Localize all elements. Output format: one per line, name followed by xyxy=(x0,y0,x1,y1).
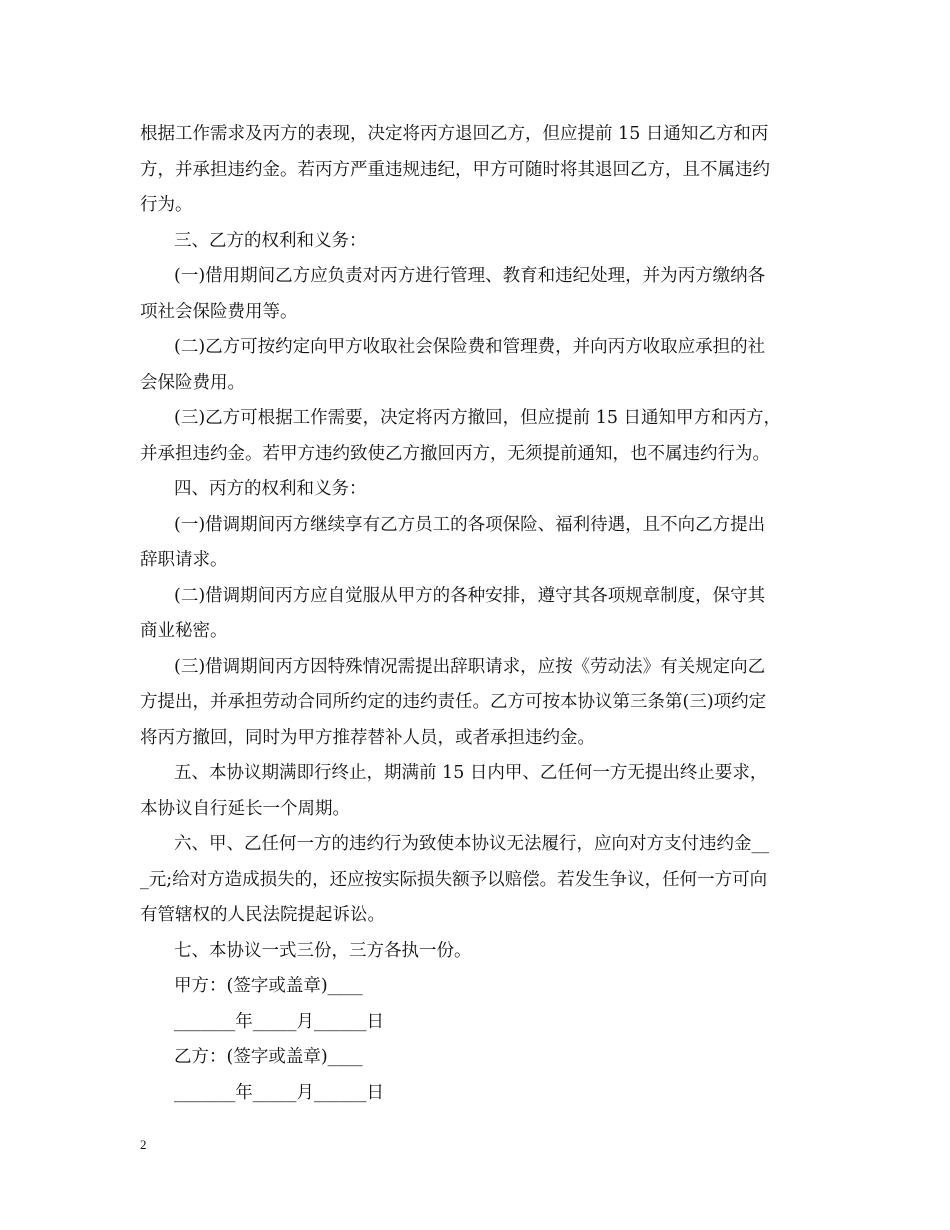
section-breach: 六、甲、乙任何一方的违约行为致使本协议无法履行，应向对方支付违约金__ xyxy=(174,834,769,854)
section-heading-party-b: 三、乙方的权利和义务： xyxy=(174,230,367,251)
paragraph-line: _元;给对方造成损失的，还应按实际损失额予以赔偿。若发生争议，任何一方可向 xyxy=(140,869,768,890)
paragraph-line: 方提出，并承担劳动合同所约定的违约责任。乙方可按本协议第三条第(三)项约定 xyxy=(140,692,767,712)
paragraph-line: 辞职请求。 xyxy=(140,550,228,570)
document-body xyxy=(140,117,820,1111)
paragraph-line: 项社会保险费用等。 xyxy=(140,301,298,322)
paragraph-line: (一)借调期间丙方继续享有乙方员工的各项保险、福利待遇，且不向乙方提出 xyxy=(174,514,766,535)
paragraph-line: 并承担违约金。若甲方违约致使乙方撤回丙方，无须提前通知，也不属违约行为。 xyxy=(140,443,770,464)
paragraph-line: 有管辖权的人民法院提起诉讼。 xyxy=(140,905,385,925)
paragraph-line: 方，并承担违约金。若丙方严重违规违纪，甲方可随时将其退回乙方，且不属违约 xyxy=(140,159,770,180)
paragraph-line: 根据工作需求及丙方的表现，决定将丙方退回乙方，但应提前 15 日通知乙方和丙 xyxy=(140,124,769,144)
paragraph-line: 行为。 xyxy=(140,195,193,215)
section-copies: 七、本协议一式三份，三方各执一份。 xyxy=(174,940,472,961)
section-heading-party-c: 四、丙方的权利和义务： xyxy=(174,479,367,499)
paragraph-line: 本协议自行延长一个周期。 xyxy=(140,798,350,819)
signature-date-party-a: _______年_____月______日 xyxy=(174,1011,384,1032)
paragraph-line: 将丙方撤回，同时为甲方推荐替补人员，或者承担违约金。 xyxy=(140,727,595,748)
paragraph-line: (二)借调期间丙方应自觉服从甲方的各种安排，遵守其各项规章制度，保守其 xyxy=(174,585,766,606)
paragraph-line: 会保险费用。 xyxy=(140,372,245,393)
page-number: 2 xyxy=(140,1137,147,1152)
signature-party-a: 甲方：(签字或盖章)____ xyxy=(174,976,363,996)
paragraph-line: (三)借调期间丙方因特殊情况需提出辞职请求，应按《劳动法》有关规定向乙 xyxy=(174,656,766,677)
signature-party-b: 乙方：(签字或盖章)____ xyxy=(174,1047,363,1067)
paragraph-line: (一)借用期间乙方应负责对丙方进行管理、教育和违纪处理，并为丙方缴纳各 xyxy=(174,266,766,286)
paragraph-line: (二)乙方可按约定向甲方收取社会保险费和管理费，并向丙方收取应承担的社 xyxy=(174,337,766,357)
paragraph-line: 商业秘密。 xyxy=(140,621,228,641)
paragraph-line: (三)乙方可根据工作需要，决定将丙方撤回，但应提前 15 日通知甲方和丙方， xyxy=(174,408,782,428)
section-term: 五、本协议期满即行终止，期满前 15 日内甲、乙任何一方无提出终止要求， xyxy=(174,763,768,783)
signature-date-party-b: _______年_____月______日 xyxy=(174,1082,384,1103)
